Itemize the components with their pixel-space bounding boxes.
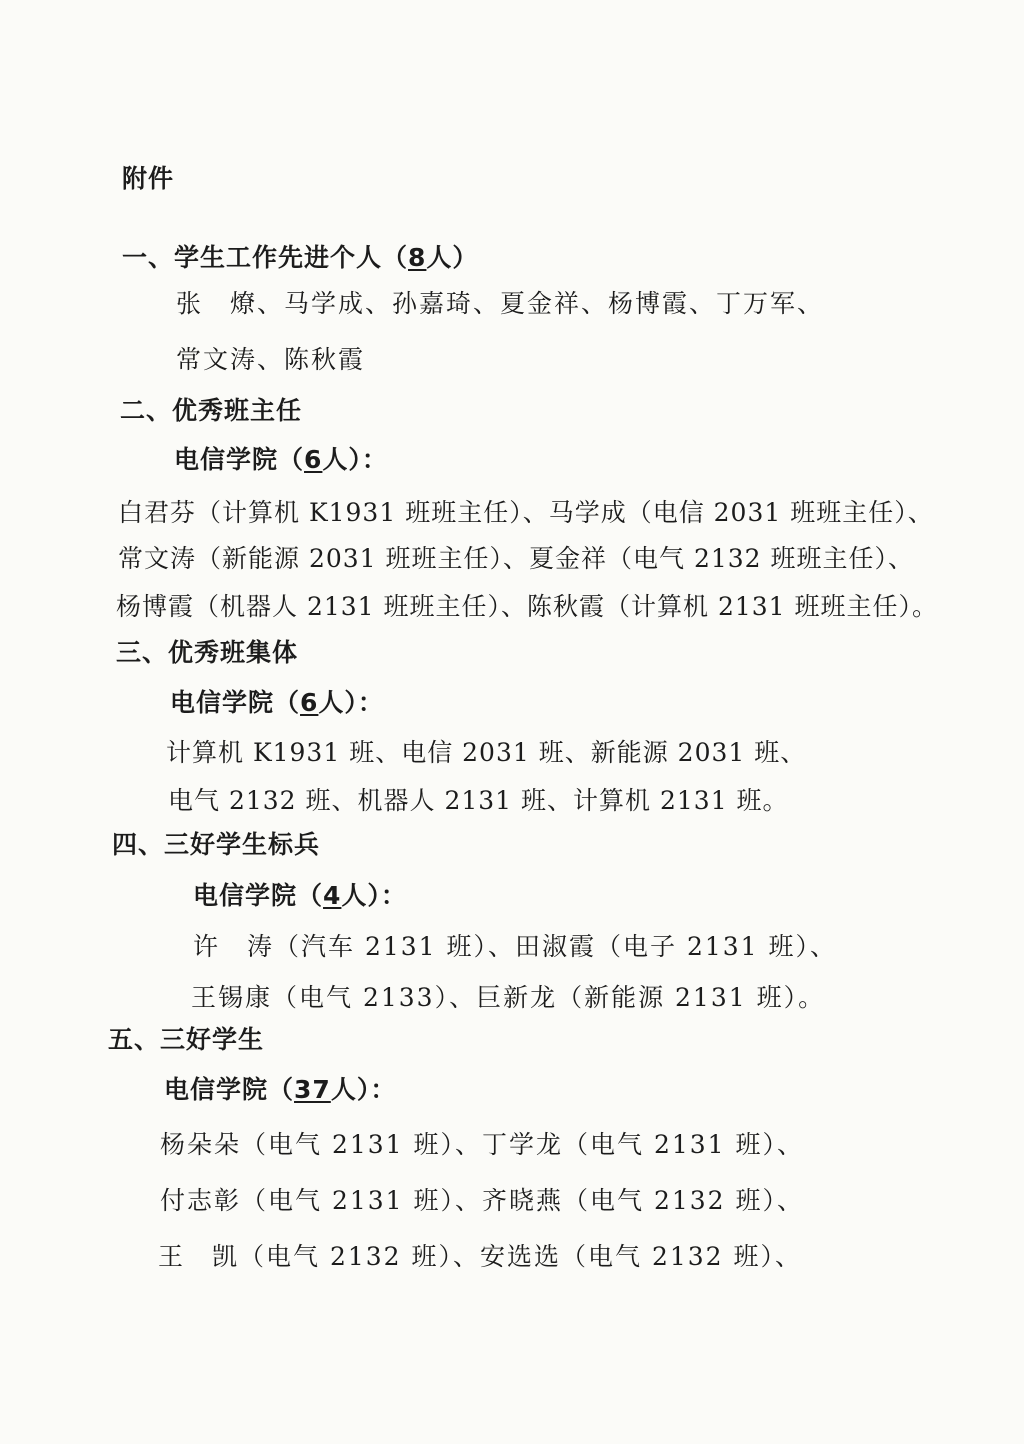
section-1-title	[122, 241, 478, 275]
section-4-college-name: 电信学院（	[193, 881, 324, 910]
section-2-count: 6	[304, 445, 323, 474]
section-1-names-line-1: 张 燎、马学成、孙嘉琦、夏金祥、杨博霞、丁万军、	[176, 289, 825, 318]
section-5-college-suffix: 人）：	[330, 1075, 397, 1104]
section-3-college	[170, 686, 384, 720]
section-5-title: 五、三好学生	[108, 1025, 265, 1054]
section-3-line-2: 电气 2132 班、机器人 2131 班、计算机 2131 班。	[168, 786, 789, 815]
section-5-count: 37	[294, 1075, 331, 1104]
section-4-college	[193, 879, 407, 913]
section-1-count: 8	[408, 243, 427, 272]
section-1-names-line-2: 常文涛、陈秋霞	[176, 345, 366, 374]
section-2-line-3: 杨博霞（机器人 2131 班班主任）、陈秋霞（计算机 2131 班班主任）。	[116, 592, 939, 621]
section-4-college-suffix: 人）：	[341, 881, 407, 910]
section-4-line-2: 王锡康（电气 2133）、巨新龙（新能源 2131 班）。	[191, 983, 826, 1012]
section-4-count: 4	[323, 881, 342, 910]
section-3-line-1: 计算机 K1931 班、电信 2031 班、新能源 2031 班、	[166, 738, 807, 767]
section-2-line-1: 白君芬（计算机 K1931 班班主任）、马学成（电信 2031 班班主任）、	[118, 498, 934, 527]
section-4-line-1: 许 涛（汽车 2131 班）、田淑霞（电子 2131 班）、	[193, 932, 838, 961]
section-5-line-2: 付志彰（电气 2131 班）、齐晓燕（电气 2132 班）、	[160, 1186, 805, 1215]
section-1-title-suffix: 人）	[426, 243, 479, 272]
attachment-label: 附件	[122, 164, 175, 193]
section-5-line-1: 杨朵朵（电气 2131 班）、丁学龙（电气 2131 班）、	[160, 1130, 805, 1159]
section-1-title-text: 一、学生工作先进个人（	[122, 243, 409, 272]
section-3-college-suffix: 人）：	[318, 688, 384, 717]
section-2-college	[174, 443, 388, 477]
section-3-title: 三、优秀班集体	[116, 638, 299, 667]
section-4-title: 四、三好学生标兵	[112, 830, 321, 859]
section-3-college-name: 电信学院（	[170, 688, 301, 717]
section-2-college-name: 电信学院（	[174, 445, 305, 474]
section-5-college-name: 电信学院（	[164, 1075, 295, 1104]
section-2-college-suffix: 人）：	[322, 445, 388, 474]
section-5-college	[164, 1073, 396, 1107]
section-5-line-3: 王 凯（电气 2132 班）、安选选（电气 2132 班）、	[158, 1242, 803, 1271]
section-2-line-2: 常文涛（新能源 2031 班班主任）、夏金祥（电气 2132 班班主任）、	[118, 544, 915, 573]
section-2-title: 二、优秀班主任	[120, 396, 303, 425]
section-3-count: 6	[300, 688, 319, 717]
